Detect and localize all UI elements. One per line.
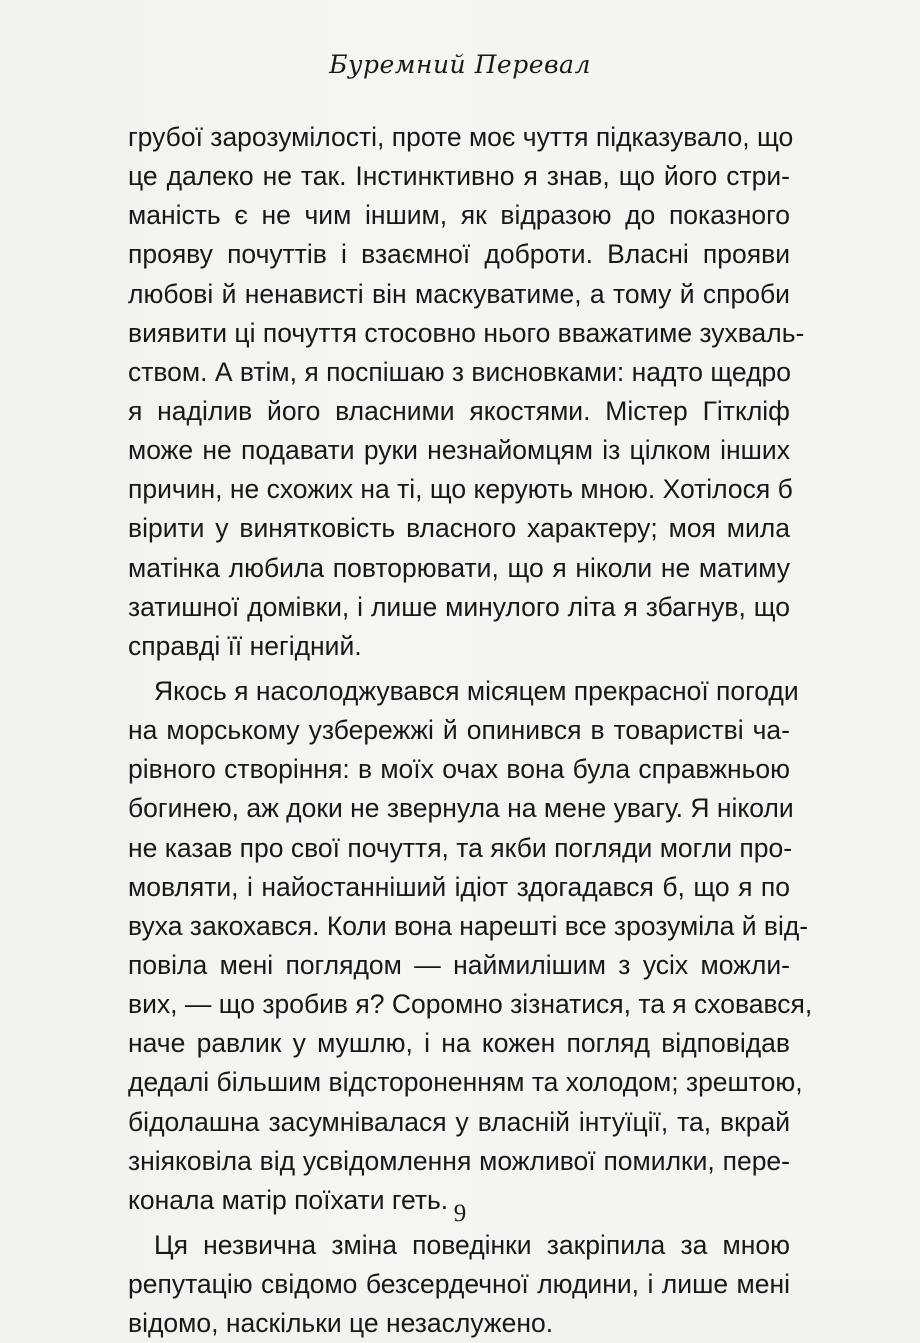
text-line: Якось я насолоджувався місяцем прекрасної погоди xyxy=(154,675,799,706)
text-line: маність є не чим іншим, як відразою до показного xyxy=(128,200,790,231)
text-line: дедалі більшим відстороненням та холодом; зрештою, xyxy=(128,1067,803,1098)
text-line: відомо, наскільки це незаслужено. xyxy=(128,1308,554,1339)
text-line: вуха закохався. Коли вона нарешті все зрозуміла й від- xyxy=(128,910,809,941)
paragraph-3 xyxy=(128,1226,790,1343)
text-line: конала матір поїхати геть. xyxy=(128,1184,449,1215)
text-line: вірити у винятковість власного характеру; моя мила xyxy=(128,513,790,544)
text-line: мовляти, і найостанніший ідіот здогадався б, що я по xyxy=(128,871,790,902)
text-line: справді її негідний. xyxy=(128,630,362,661)
body-text xyxy=(128,118,813,1343)
text-line: прояву почуттів і взаємної доброти. Власні прояви xyxy=(128,239,790,270)
page-number: 9 xyxy=(453,1200,467,1227)
running-head: Буремний Перевал xyxy=(329,50,591,79)
text-line: бідолашна засумнівалася у власній інтуїції, та, вкрай xyxy=(128,1106,790,1137)
text-line: не казав про свої почуття, та якби погляди могли про- xyxy=(128,832,793,863)
text-line: грубої зарозумілості, проте моє чуття підказувало, що xyxy=(128,122,794,152)
text-line: репутацію свідомо безсердечної людини, і лише мені xyxy=(128,1269,790,1300)
text-line: богинею, аж доки не звернула на мене увагу. Я ніколи xyxy=(128,793,794,824)
text-line: виявити ці почуття стосовно нього вважатиме зухваль- xyxy=(128,317,805,348)
text-line: повіла мені поглядом — наймилішим з усіх можли- xyxy=(128,949,790,980)
text-line: зніяковіла від усвідомлення можливої помилки, пере- xyxy=(128,1145,790,1176)
text-line: причин, не схожих на ті, що керують мною. Хотілося б xyxy=(128,474,793,505)
text-line: любові й ненависті він маскуватиме, а тому й спроби xyxy=(128,278,790,309)
text-line: Ця незвична зміна поведінки закріпила за мною xyxy=(154,1229,790,1260)
text-line: може не подавати руки незнайомцям із цілком інших xyxy=(128,435,790,466)
text-line: наче равлик у мушлю, і на кожен погляд відповідав xyxy=(128,1028,790,1059)
paragraph-2 xyxy=(128,672,813,1220)
paragraph-1 xyxy=(128,118,805,666)
text-line: я наділив його власними якостями. Містер Гіткліф xyxy=(128,395,790,426)
text-line: рівного створіння: в моїх очах вона була справжньою xyxy=(128,754,790,785)
text-line: на морському узбережжі й опинився в товаристві ча- xyxy=(128,715,790,746)
text-line: матінка любила повторювати, що я ніколи не матиму xyxy=(128,552,790,583)
text-line: вих, — що зробив я? Соромно зізнатися, та я сховався, xyxy=(128,989,813,1020)
text-line: це далеко не так. Інстинктивно я знав, що його стри- xyxy=(128,161,790,192)
text-line: ством. А втім, я поспішаю з висновками: надто щедро xyxy=(128,356,792,387)
text-line: затишної домівки, і лише минулого літа я збагнув, що xyxy=(128,591,790,622)
